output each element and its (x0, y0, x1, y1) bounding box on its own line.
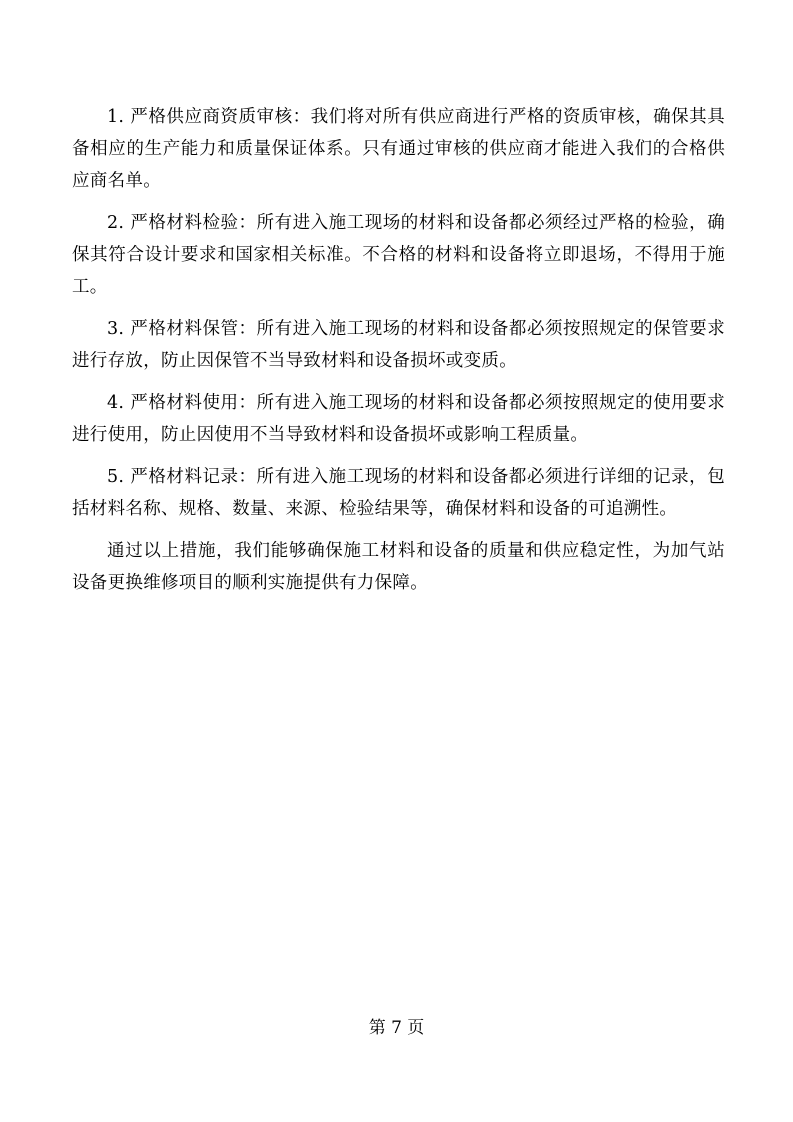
paragraph-material-records: 5. 严格材料记录：所有进入施工现场的材料和设备都必须进行详细的记录，包括材料名称、规格、数量、来源、检验结果等，确保材料和设备的可追溯性。 (72, 467, 725, 519)
paragraph-conclusion: 通过以上措施，我们能够确保施工材料和设备的质量和供应稳定性，为加气站设备更换维修项目的顺利实施提供有力保障。 (72, 541, 725, 593)
paragraph-material-storage: 3. 严格材料保管：所有进入施工现场的材料和设备都必须按照规定的保管要求进行存放，防止因保管不当导致材料和设备损坏或变质。 (72, 319, 725, 371)
document-body (72, 101, 725, 609)
paragraph-material-inspection: 2. 严格材料检验：所有进入施工现场的材料和设备都必须经过严格的检验，确保其符合设计要求和国家相关标准。不合格的材料和设备将立即退场，不得用于施工。 (72, 213, 725, 297)
paragraph-material-usage: 4. 严格材料使用：所有进入施工现场的材料和设备都必须按照规定的使用要求进行使用，防止因使用不当导致材料和设备损坏或影响工程质量。 (72, 393, 725, 445)
paragraph-supplier-qualification: 1. 严格供应商资质审核：我们将对所有供应商进行严格的资质审核，确保其具备相应的生产能力和质量保证体系。只有通过审核的供应商才能进入我们的合格供应商名单。 (72, 107, 725, 191)
page-number: 第 7 页 (368, 1018, 425, 1038)
